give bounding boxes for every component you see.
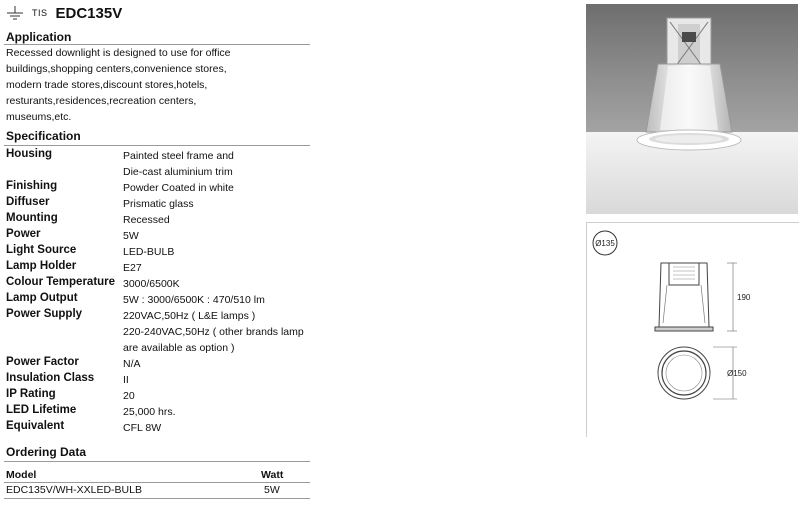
spec-value-line: 220VAC,50Hz ( L&E lamps ) [123, 310, 256, 322]
spec-label: LED Lifetime [6, 404, 77, 416]
ordering-bottom-divider [4, 498, 310, 499]
spec-row [6, 388, 306, 404]
spec-row [6, 276, 306, 292]
spec-value [123, 308, 304, 356]
application-line: modern trade stores,discount stores,hotels, [6, 79, 208, 91]
spec-row [6, 356, 306, 372]
spec-row [6, 260, 306, 276]
application-line: Recessed downlight is designed to use for office [6, 47, 231, 59]
spec-row [6, 244, 306, 260]
spec-value [123, 180, 234, 196]
spec-value-line: 220-240VAC,50Hz ( other brands lamp [123, 326, 304, 338]
ordering-divider [4, 461, 310, 462]
spec-row [6, 212, 306, 228]
spec-label: Power [6, 228, 41, 240]
spec-value-line: Powder Coated in white [123, 182, 234, 194]
spec-row [6, 308, 306, 356]
ordering-col-watt: Watt [261, 469, 284, 481]
spec-value [123, 244, 174, 260]
ordering-watt-cell: 5W [264, 484, 280, 496]
spec-value [123, 196, 194, 212]
ordering-heading: Ordering Data [6, 445, 87, 459]
model-title: EDC135V [55, 4, 123, 22]
spec-row [6, 148, 306, 180]
spec-value-line: 25,000 hrs. [123, 406, 176, 418]
ordering-header-row [6, 469, 306, 481]
spec-row [6, 404, 306, 420]
spec-value-line: II [123, 374, 129, 386]
spec-label: IP Rating [6, 388, 56, 400]
application-line: museums,etc. [6, 111, 72, 123]
spec-row [6, 420, 306, 436]
spec-label: Mounting [6, 212, 58, 224]
spec-value [123, 276, 180, 292]
spec-value [123, 420, 161, 436]
specification-heading: Specification [6, 129, 81, 143]
spec-value-line: E27 [123, 262, 142, 274]
brand-logo-text: TIS [32, 8, 48, 18]
spec-value-line: Recessed [123, 214, 170, 226]
spec-label: Insulation Class [6, 372, 95, 384]
spec-value-line: 20 [123, 390, 135, 402]
spec-value [123, 228, 139, 244]
spec-row [6, 196, 306, 212]
spec-value-line: N/A [123, 358, 141, 370]
spec-value [123, 388, 135, 404]
ordering-col-model: Model [6, 469, 37, 481]
diameter-dimension-label: Ø150 [727, 369, 747, 378]
spec-value-line: LED-BULB [123, 246, 175, 258]
spec-label: Colour Temperature [6, 276, 116, 288]
spec-value [123, 372, 129, 388]
spec-row [6, 228, 306, 244]
spec-row [6, 180, 306, 196]
spec-value [123, 292, 265, 308]
spec-value [123, 148, 234, 180]
spec-value-line: Painted steel frame and [123, 150, 234, 162]
spec-row [6, 292, 306, 308]
spec-label: Light Source [6, 244, 77, 256]
spec-value [123, 356, 141, 372]
spec-label: Power Factor [6, 356, 79, 368]
spec-label: Equivalent [6, 420, 65, 432]
height-dimension-label: 190 [737, 293, 751, 302]
spec-label: Lamp Output [6, 292, 78, 304]
spec-value-line: Die-cast aluminium trim [123, 166, 233, 178]
ordering-model-cell: EDC135V/WH-XXLED-BULB [6, 484, 142, 496]
spec-value-line: 5W [123, 230, 139, 242]
spec-value [123, 260, 142, 276]
application-heading: Application [6, 30, 72, 44]
ordering-header-divider [4, 482, 310, 483]
cutout-diameter-label: Ø135 [595, 239, 615, 248]
application-line: resturants,residences,recreation centers, [6, 95, 197, 107]
product-photo [586, 4, 798, 214]
spec-label: Finishing [6, 180, 58, 192]
spec-row [6, 372, 306, 388]
spec-value [123, 404, 176, 420]
specification-divider [4, 145, 310, 146]
spec-value [123, 212, 170, 228]
application-line: buildings,shopping centers,convenience stores, [6, 63, 227, 75]
spec-value-line: are available as option ) [123, 342, 235, 354]
spec-label: Diffuser [6, 196, 50, 208]
spec-label: Lamp Holder [6, 260, 77, 272]
ground-symbol-icon [6, 6, 24, 20]
technical-drawing [586, 222, 799, 437]
table-row [6, 484, 306, 496]
spec-value-line: Prismatic glass [123, 198, 194, 210]
spec-value-line: 5W : 3000/6500K : 470/510 lm [123, 294, 265, 306]
spec-label: Housing [6, 148, 52, 160]
spec-value-line: 3000/6500K [123, 278, 180, 290]
document-header [6, 4, 122, 22]
spec-value-line: CFL 8W [123, 422, 162, 434]
spec-label: Power Supply [6, 308, 83, 320]
